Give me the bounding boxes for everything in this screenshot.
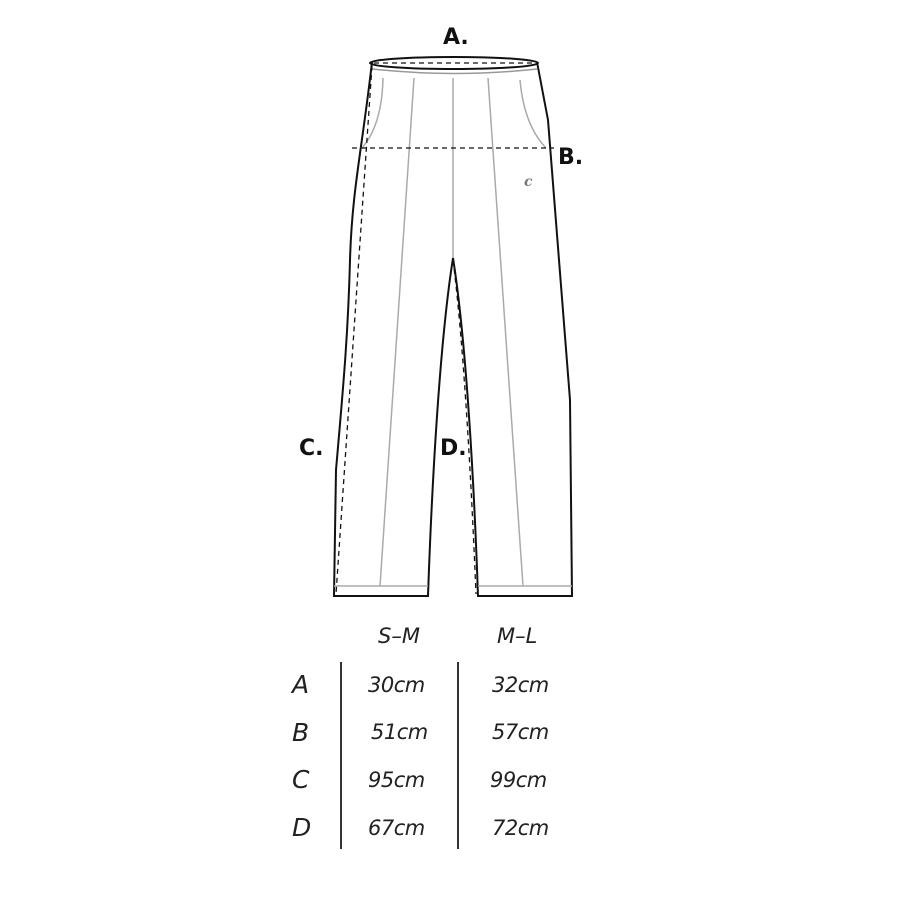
table-divider-right <box>457 662 459 849</box>
row-label-a: A <box>292 670 310 699</box>
left-crease <box>380 78 414 586</box>
cell-d-s-m: 67cm <box>368 816 425 840</box>
row-label-c: C <box>292 765 310 794</box>
row-label-d: D <box>292 813 312 842</box>
measure-line-d <box>453 260 476 594</box>
cell-c-s-m: 95cm <box>368 768 425 792</box>
table-divider-left <box>340 662 342 849</box>
cell-d-m-l: 72cm <box>492 816 549 840</box>
right-crease <box>488 78 523 586</box>
cell-c-m-l: 99cm <box>490 768 547 792</box>
cell-a-s-m: 30cm <box>368 673 425 697</box>
cell-a-m-l: 32cm <box>492 673 549 697</box>
measure-label-d: D. <box>440 436 467 461</box>
measure-label-c: C. <box>299 436 324 461</box>
cell-b-m-l: 57cm <box>492 720 549 744</box>
column-header-m-l: M–L <box>497 624 538 648</box>
cell-b-s-m: 51cm <box>371 720 428 744</box>
measure-label-b: B. <box>558 145 584 170</box>
brand-logo: c <box>524 174 533 190</box>
measure-label-a: A. <box>443 25 469 50</box>
column-header-s-m: S–M <box>378 624 420 648</box>
row-label-b: B <box>292 718 310 747</box>
measure-line-c <box>336 66 372 594</box>
